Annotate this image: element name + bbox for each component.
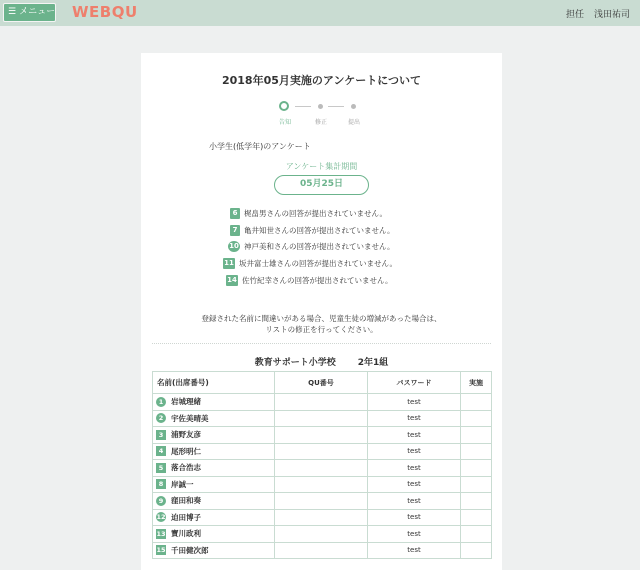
qu-cell [275, 410, 368, 427]
student-name: 寶川政利 [171, 529, 201, 539]
status-cell [461, 427, 492, 444]
table-row [153, 509, 492, 526]
student-number-badge: 9 [156, 496, 166, 506]
password-cell: test [368, 526, 461, 543]
student-name: 岸誠一 [171, 479, 194, 489]
notice-text: 坂井富士雄さんの回答が提出されていません。 [239, 259, 397, 269]
student-number-badge: 15 [156, 546, 166, 555]
student-name-cell [153, 526, 275, 543]
table-row [153, 493, 492, 510]
logo[interactable]: WEBQU [72, 3, 138, 21]
student-name-cell [153, 542, 275, 559]
student-name: 窪田和奏 [171, 496, 201, 506]
user-info [556, 7, 630, 20]
column-header-status: 実施 [461, 372, 492, 394]
step-label-submit: 提出 [347, 119, 360, 126]
divider [152, 343, 491, 344]
notice-text: 亀井知世さんの回答が提出されていません。 [244, 225, 395, 235]
student-number-badge: 7 [230, 225, 240, 236]
qu-cell [275, 443, 368, 460]
student-name: 千田健次郎 [171, 545, 209, 555]
class-heading [141, 355, 502, 368]
list-item [226, 275, 397, 286]
student-name-cell [153, 460, 275, 477]
student-name: 迫田博子 [171, 512, 201, 522]
status-cell [461, 509, 492, 526]
table-row [153, 427, 492, 444]
notice-text: 佐竹紀幸さんの回答が提出されていません。 [242, 275, 393, 285]
password-cell: test [368, 427, 461, 444]
list-item [223, 258, 397, 269]
student-number-badge: 3 [156, 430, 166, 440]
step-connector [295, 106, 311, 107]
column-header-password: パスワード [368, 372, 461, 394]
status-cell [461, 493, 492, 510]
user-name[interactable]: 浅田祐司 [593, 10, 630, 20]
qu-cell [275, 493, 368, 510]
qu-cell [275, 476, 368, 493]
student-name-cell [153, 394, 275, 411]
table-row [153, 526, 492, 543]
student-name-cell [153, 509, 275, 526]
step-dot-edit [318, 104, 323, 109]
qu-cell [275, 394, 368, 411]
top-bar [0, 0, 640, 26]
step-dot-notice [279, 101, 289, 111]
student-number-badge: 1 [156, 397, 166, 407]
help-line: リストの修正を行ってください。 [265, 325, 378, 334]
qu-cell [275, 526, 368, 543]
table-row [153, 460, 492, 477]
student-number-badge: 8 [156, 479, 166, 489]
notice-text: 神戸美和さんの回答が提出されていません。 [244, 242, 395, 252]
student-number-badge: 13 [156, 529, 166, 538]
student-name-cell [153, 410, 275, 427]
survey-card [141, 53, 502, 570]
menu-button[interactable] [3, 3, 56, 22]
notice-text: 梶畠男さんの回答が提出されていません。 [244, 209, 387, 218]
class-name: 2年1組 [357, 358, 389, 368]
status-cell [461, 476, 492, 493]
student-number-badge: 12 [156, 513, 166, 522]
student-name: 宇佐美晴美 [171, 413, 209, 423]
password-cell: test [368, 476, 461, 493]
table-row [153, 443, 492, 460]
table-header-row [153, 372, 492, 394]
menu-label: メニュー [19, 7, 56, 17]
password-cell: test [368, 394, 461, 411]
unsubmitted-list [224, 208, 397, 291]
qu-cell [275, 509, 368, 526]
hamburger-icon: ☰ [8, 7, 17, 17]
password-cell: test [368, 493, 461, 510]
student-number-badge: 11 [224, 259, 234, 268]
student-number-badge: 6 [230, 208, 240, 219]
qu-cell [275, 460, 368, 477]
progress-steps [141, 101, 502, 131]
password-cell: test [368, 410, 461, 427]
password-cell: test [368, 542, 461, 559]
status-cell [461, 542, 492, 559]
student-number-badge: 14 [227, 275, 237, 284]
step-dot-submit [351, 104, 356, 109]
period-label: アンケート集計期間 [285, 162, 358, 171]
table-row [153, 394, 492, 411]
student-name: 岩城理緒 [171, 397, 201, 407]
student-name-cell [153, 443, 275, 460]
student-number-badge: 4 [156, 446, 166, 456]
student-name-cell [153, 476, 275, 493]
student-name-cell [153, 493, 275, 510]
user-role: 担任 [565, 10, 584, 20]
student-name-cell [153, 427, 275, 444]
school-name: 教育サポート小学校 [254, 358, 336, 368]
student-number-badge: 10 [229, 242, 239, 251]
status-cell [461, 443, 492, 460]
student-number-badge: 2 [156, 413, 166, 423]
list-item [228, 241, 397, 252]
student-table [152, 371, 492, 559]
student-name: 落合浩志 [171, 463, 201, 473]
help-line: 登録された名前に間違いがある場合、児童生徒の増減があった場合は、 [201, 314, 442, 323]
password-cell: test [368, 460, 461, 477]
qu-cell [275, 542, 368, 559]
student-name: 浦野友彦 [171, 430, 201, 440]
step-label-notice: 告知 [278, 119, 291, 126]
status-cell [461, 394, 492, 411]
step-label-edit: 修正 [314, 119, 327, 126]
student-name: 尾形明仁 [171, 446, 201, 456]
step-connector [328, 106, 344, 107]
period-date: 05月25日 [274, 175, 369, 195]
list-item [229, 208, 397, 219]
table-row [153, 542, 492, 559]
help-text [141, 313, 502, 335]
list-item [229, 225, 397, 236]
table-row [153, 410, 492, 427]
password-cell: test [368, 443, 461, 460]
student-number-badge: 5 [156, 463, 166, 473]
table-row [153, 476, 492, 493]
column-header-name: 名前(出席番号) [153, 372, 275, 394]
status-cell [461, 526, 492, 543]
password-cell: test [368, 509, 461, 526]
page-title: 2018年05月実施のアンケートについて [221, 74, 422, 87]
status-cell [461, 410, 492, 427]
column-header-qu: QU番号 [275, 372, 368, 394]
survey-type: 小学生(低学年)のアンケート [209, 142, 311, 151]
qu-cell [275, 427, 368, 444]
status-cell [461, 460, 492, 477]
